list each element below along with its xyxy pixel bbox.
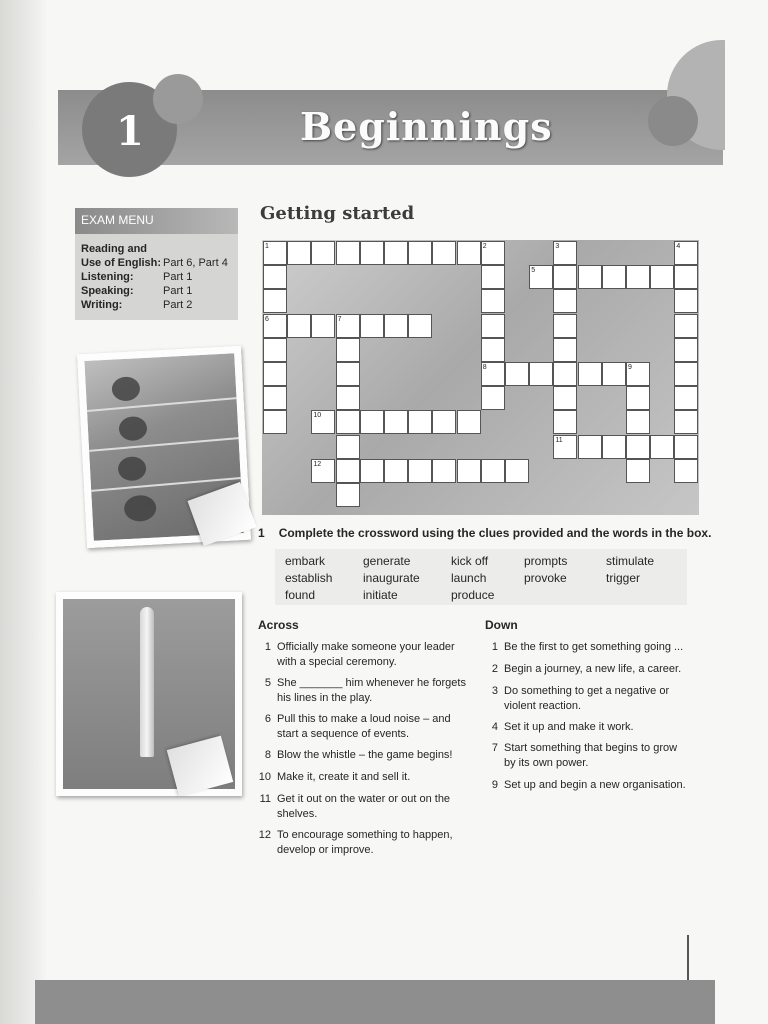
crossword-cell[interactable] xyxy=(578,435,602,459)
exam-menu-label: Writing: xyxy=(81,299,123,311)
crossword-cell[interactable] xyxy=(602,362,626,386)
crossword-cell[interactable] xyxy=(311,314,335,338)
crossword-cell[interactable] xyxy=(481,459,505,483)
clue-text xyxy=(277,676,466,706)
crossword-cell[interactable] xyxy=(263,410,287,434)
crossword-cell[interactable] xyxy=(360,459,384,483)
crossword-cell[interactable] xyxy=(626,265,650,289)
crossword-cell[interactable] xyxy=(674,459,698,483)
crossword-cell[interactable] xyxy=(626,435,650,459)
clue-number: 3 xyxy=(491,685,498,697)
clue-line: violent reaction. xyxy=(504,700,582,712)
crossword-cell[interactable] xyxy=(674,386,698,410)
clue-number: 1 xyxy=(264,641,271,653)
down-clue xyxy=(484,778,699,793)
word-box-word: embark xyxy=(285,554,326,568)
clue-line: Make it, create it and sell it. xyxy=(277,771,411,783)
word-box-word: launch xyxy=(451,571,487,585)
clue-line: start a sequence of events. xyxy=(277,728,410,740)
crossword-cell[interactable] xyxy=(384,241,408,265)
word-box-word: stimulate xyxy=(606,554,655,568)
crossword-cell[interactable] xyxy=(578,362,602,386)
clue-text xyxy=(504,640,683,655)
crossword-number: 11 xyxy=(555,436,563,444)
crossword-cell[interactable] xyxy=(287,314,311,338)
crossword-number: 1 xyxy=(265,243,269,250)
crossword-cell[interactable] xyxy=(553,362,577,386)
crossword-cell[interactable] xyxy=(626,386,650,410)
crossword-cell[interactable] xyxy=(263,289,287,313)
crossword-number: 2 xyxy=(482,243,487,250)
down-heading: Down xyxy=(485,618,518,632)
clue-text xyxy=(277,712,451,742)
clue-number: 8 xyxy=(264,749,271,761)
clue-line: develop or improve. xyxy=(277,844,374,856)
clue-number: 4 xyxy=(491,721,498,733)
crossword-cell[interactable] xyxy=(384,459,408,483)
chapter-title: Beginnings xyxy=(300,104,553,149)
exam-menu-row xyxy=(75,256,238,270)
word-box-word: prompts xyxy=(524,554,568,568)
clue-text xyxy=(504,684,669,714)
crossword-cell[interactable] xyxy=(263,338,287,362)
clue-line: with a special ceremony. xyxy=(277,656,397,668)
crossword-cell[interactable] xyxy=(553,289,577,313)
crossword-cell[interactable] xyxy=(650,265,674,289)
crossword-number: 6 xyxy=(265,315,269,323)
rocket-illustration xyxy=(140,607,154,757)
down-clue xyxy=(484,684,699,714)
crossword-cell[interactable] xyxy=(263,386,287,410)
crossword-cell[interactable] xyxy=(432,241,456,265)
crossword-cell[interactable] xyxy=(336,338,360,362)
crossword-cell[interactable] xyxy=(481,265,505,289)
down-clue xyxy=(484,720,699,735)
crossword-number: 12 xyxy=(313,460,322,468)
crossword-cell[interactable] xyxy=(553,338,577,362)
crossword-cell[interactable] xyxy=(553,410,577,434)
clue-line: Start something that begins to grow xyxy=(504,742,678,754)
clue-number: 1 xyxy=(491,641,498,653)
crossword-cell[interactable] xyxy=(626,459,650,483)
crossword-cell[interactable] xyxy=(674,314,698,338)
instruction-text: Complete the crossword using the clues provided and the words in the box. xyxy=(278,526,712,540)
clue-line: Do something to get a negative or xyxy=(504,685,670,697)
clue-line: Pull this to make a loud noise – and xyxy=(277,713,451,725)
clue-text xyxy=(277,792,450,822)
crossword-cell[interactable] xyxy=(336,362,360,386)
exam-menu-heading: EXAM MENU xyxy=(75,208,238,234)
crossword-cell[interactable] xyxy=(336,241,360,265)
word-box-word: initiate xyxy=(363,588,398,602)
crossword-cell[interactable] xyxy=(408,459,432,483)
down-clue xyxy=(484,662,699,677)
crossword-cell[interactable] xyxy=(481,314,505,338)
exam-menu-label: Use of English: xyxy=(81,257,162,269)
footer-band xyxy=(35,980,715,1024)
exam-menu-row xyxy=(75,298,238,312)
clue-line: his lines in the play. xyxy=(277,692,373,704)
crossword-cell[interactable] xyxy=(553,386,577,410)
crossword-cell[interactable] xyxy=(674,435,698,459)
crossword-cell[interactable] xyxy=(311,241,335,265)
clue-number: 9 xyxy=(491,779,498,791)
exam-menu-row xyxy=(75,270,238,284)
crossword-cell[interactable] xyxy=(408,241,432,265)
clue-text xyxy=(277,640,455,670)
crossword-cell[interactable] xyxy=(650,435,674,459)
header-circle-right-small xyxy=(648,96,698,146)
clue-line: Officially make someone your leader xyxy=(277,641,455,653)
crossword-cell[interactable] xyxy=(336,410,360,434)
clue-line: Set up and begin a new organisation. xyxy=(504,779,686,791)
clue-line: Set it up and make it work. xyxy=(504,721,634,733)
clue-line: Begin a journey, a new life, a career. xyxy=(504,663,682,675)
word-box-word: found xyxy=(285,588,316,602)
crossword-cell[interactable] xyxy=(408,314,432,338)
crossword-cell[interactable] xyxy=(457,241,481,265)
crossword-cell[interactable] xyxy=(457,459,481,483)
clue-number: 12 xyxy=(258,829,271,841)
across-heading: Across xyxy=(258,618,299,632)
word-box-word: establish xyxy=(285,571,333,585)
crossword-cell[interactable] xyxy=(674,265,698,289)
crossword-cell[interactable] xyxy=(360,410,384,434)
across-clue xyxy=(257,712,472,742)
crossword-cell[interactable] xyxy=(336,459,360,483)
clue-number: 7 xyxy=(491,742,498,754)
clue-number: 10 xyxy=(258,771,271,783)
crossword-number: 5 xyxy=(531,267,536,275)
crossword-cell[interactable] xyxy=(529,362,553,386)
crossword-cell[interactable] xyxy=(360,314,384,338)
crossword-cell[interactable] xyxy=(360,241,384,265)
clue-line: by its own power. xyxy=(504,757,589,769)
clue-text xyxy=(504,662,681,677)
clue-text xyxy=(277,748,453,763)
clue-line: shelves. xyxy=(277,808,318,820)
crossword-cell[interactable] xyxy=(481,386,505,410)
crossword-cell[interactable] xyxy=(602,435,626,459)
crossword-cell[interactable] xyxy=(432,410,456,434)
clue-text xyxy=(504,720,634,735)
clue-line: Get it out on the water or out on the xyxy=(277,793,451,805)
clue-line: Be the first to get something going ... xyxy=(504,641,684,653)
clue-line: Blow the whistle – the game begins! xyxy=(277,749,453,761)
across-clue xyxy=(257,828,472,858)
clue-line: To encourage something to happen, xyxy=(277,829,453,841)
crossword-cell[interactable] xyxy=(674,362,698,386)
clue-text xyxy=(277,828,453,858)
word-box-word: generate xyxy=(363,554,411,568)
word-box-word: inaugurate xyxy=(363,571,420,585)
exam-menu-value: Part 2 xyxy=(163,299,193,311)
word-box-word: provoke xyxy=(524,571,567,585)
crossword-cell[interactable] xyxy=(626,410,650,434)
across-clue xyxy=(257,770,472,785)
word-box-word: trigger xyxy=(606,571,641,585)
crossword-cell[interactable] xyxy=(602,265,626,289)
crossword-cell[interactable] xyxy=(553,314,577,338)
crossword-cell[interactable] xyxy=(674,338,698,362)
crossword-cell[interactable] xyxy=(578,265,602,289)
exam-menu-box xyxy=(75,208,238,320)
crossword-cell[interactable] xyxy=(674,289,698,313)
clue-number: 11 xyxy=(259,793,271,805)
crossword-cell[interactable] xyxy=(457,410,481,434)
exercise-number: 1 xyxy=(258,526,265,540)
crossword-cell[interactable] xyxy=(408,410,432,434)
crossword-cell[interactable] xyxy=(263,265,287,289)
crossword-number: 10 xyxy=(313,412,322,420)
unit-number: 1 xyxy=(116,108,144,155)
exam-menu-label: Listening: xyxy=(81,271,134,283)
crossword-number: 4 xyxy=(676,243,681,250)
crossword-cell[interactable] xyxy=(287,241,311,265)
exam-menu-label: Speaking: xyxy=(81,285,134,297)
exercise-instruction xyxy=(258,526,711,540)
across-clue xyxy=(257,792,472,822)
word-box-word: produce xyxy=(451,588,495,602)
clue-line: She _______ him whenever he forgets xyxy=(277,677,466,689)
crossword-cell[interactable] xyxy=(553,265,577,289)
across-clue xyxy=(257,748,472,763)
clue-text xyxy=(504,778,686,793)
exam-menu-value: Part 1 xyxy=(163,271,193,283)
crossword-number: 3 xyxy=(555,243,560,250)
crossword-cell[interactable] xyxy=(336,435,360,459)
across-clue xyxy=(257,640,472,670)
exam-menu-value: Part 6, Part 4 xyxy=(163,257,228,269)
crossword-cell[interactable] xyxy=(505,459,529,483)
crossword-cell[interactable] xyxy=(505,362,529,386)
crossword-number: 7 xyxy=(337,315,342,323)
header-circle-small xyxy=(153,74,203,124)
crossword-cell[interactable] xyxy=(336,386,360,410)
exam-menu-row xyxy=(75,242,238,256)
crossword-number: 9 xyxy=(628,364,632,371)
crossword-cell[interactable] xyxy=(432,459,456,483)
crossword-cell[interactable] xyxy=(384,314,408,338)
across-clue xyxy=(257,676,472,706)
clue-number: 6 xyxy=(264,713,271,725)
clue-number: 2 xyxy=(491,663,498,675)
crossword-cell[interactable] xyxy=(384,410,408,434)
crossword-cell[interactable] xyxy=(263,362,287,386)
exam-menu-row xyxy=(75,284,238,298)
page-edge-line xyxy=(687,935,689,983)
exam-menu-value: Part 1 xyxy=(163,285,193,297)
word-box-word: kick off xyxy=(451,554,489,568)
exam-menu-label: Reading and xyxy=(81,243,148,255)
clue-text xyxy=(504,741,677,771)
crossword-cell[interactable] xyxy=(674,410,698,434)
clue-number: 5 xyxy=(264,677,271,689)
crossword-number: 8 xyxy=(482,364,487,371)
crossword-cell[interactable] xyxy=(481,338,505,362)
clue-text xyxy=(277,770,410,785)
down-clue xyxy=(484,741,699,771)
section-title: Getting started xyxy=(260,203,415,224)
crossword-cell[interactable] xyxy=(336,483,360,507)
down-clue xyxy=(484,640,699,655)
crossword-cell[interactable] xyxy=(481,289,505,313)
page-binding-shadow xyxy=(0,0,48,1024)
